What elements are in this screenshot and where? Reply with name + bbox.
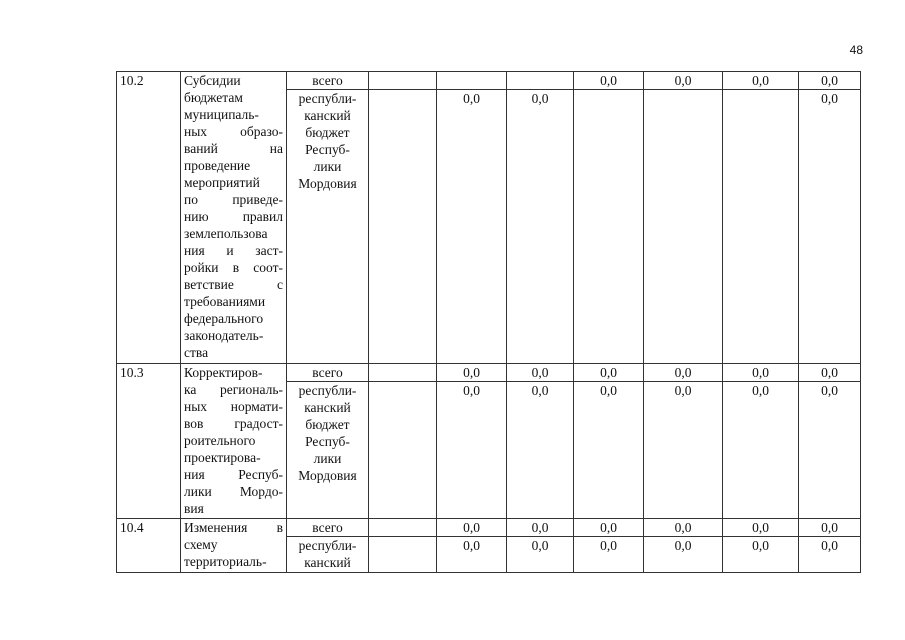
description-line <box>184 259 283 276</box>
item-code: 10.2 <box>117 72 181 364</box>
description-word: правил <box>242 209 283 224</box>
value-cell: 0,0 <box>723 72 799 90</box>
description-line: территориаль- <box>184 554 267 569</box>
funding-source-republican <box>287 537 369 573</box>
source-line: лики <box>313 159 342 174</box>
source-line: канский <box>304 555 351 570</box>
description-word: приведе- <box>232 192 283 207</box>
description-word: Респуб- <box>238 467 283 482</box>
value-cell: 0,0 <box>437 364 507 382</box>
description-line <box>184 381 283 398</box>
value-cell: 0,0 <box>574 382 644 519</box>
description-word: градост- <box>234 416 283 431</box>
value-cell: 0,0 <box>723 382 799 519</box>
description-line: вия <box>184 501 204 516</box>
description-word: ка <box>184 382 197 397</box>
source-line: канский <box>304 108 351 123</box>
item-code: 10.4 <box>117 519 181 573</box>
value-cell <box>369 382 437 519</box>
description-line: схему <box>184 537 218 552</box>
value-cell <box>507 72 574 90</box>
description-line: ства <box>184 345 209 360</box>
description-word: в <box>232 260 240 275</box>
source-line: республи- <box>298 538 357 553</box>
item-code: 10.3 <box>117 364 181 519</box>
value-cell: 0,0 <box>507 364 574 382</box>
description-word: на <box>269 141 283 156</box>
description-line: федерального <box>184 311 264 326</box>
description-line: бюджетам <box>184 90 243 105</box>
description-line: законодатель- <box>184 328 264 343</box>
source-line: Мордовия <box>298 176 357 191</box>
description-line <box>184 191 283 208</box>
description-word: землепользова <box>184 226 268 241</box>
description-line: мероприятий <box>184 175 260 190</box>
value-cell: 0,0 <box>574 72 644 90</box>
value-cell <box>574 90 644 364</box>
description-line <box>184 140 283 157</box>
funding-source-republican <box>287 90 369 364</box>
value-cell: 0,0 <box>574 364 644 382</box>
item-description <box>181 364 287 519</box>
source-line: бюджет <box>305 417 350 432</box>
description-line: проектирова- <box>184 450 261 465</box>
funding-source-total: всего <box>287 364 369 382</box>
table-row <box>117 519 861 537</box>
value-cell: 0,0 <box>644 382 723 519</box>
value-cell: 0,0 <box>507 382 574 519</box>
description-word: ных <box>184 124 208 139</box>
value-cell: 0,0 <box>437 519 507 537</box>
source-line: лики <box>313 451 342 466</box>
page-number: 48 <box>849 43 863 57</box>
budget-table <box>116 71 861 573</box>
description-word: соот- <box>253 260 283 275</box>
description-line: проведение <box>184 158 251 173</box>
source-line: республи- <box>298 383 357 398</box>
value-cell <box>369 364 437 382</box>
value-cell: 0,0 <box>644 72 723 90</box>
value-cell: 0,0 <box>799 72 861 90</box>
value-cell <box>369 519 437 537</box>
value-cell: 0,0 <box>507 537 574 573</box>
description-line: роительного <box>184 433 256 448</box>
description-line <box>184 208 283 225</box>
description-line <box>184 225 283 242</box>
value-cell: 0,0 <box>574 537 644 573</box>
value-cell: 0,0 <box>437 382 507 519</box>
description-line: требованиями <box>184 294 266 309</box>
description-word: Изменения <box>184 520 248 535</box>
description-word: ветствие <box>184 277 234 292</box>
table-row <box>117 72 861 90</box>
description-word: нию <box>184 209 209 224</box>
description-word: ных <box>184 399 208 414</box>
description-line: Субсидии <box>184 73 241 88</box>
value-cell: 0,0 <box>799 519 861 537</box>
value-cell <box>369 90 437 364</box>
table-row <box>117 364 861 382</box>
description-line: Корректиров- <box>184 365 263 380</box>
description-line <box>184 123 283 140</box>
value-cell <box>369 537 437 573</box>
item-description <box>181 72 287 364</box>
value-cell: 0,0 <box>799 90 861 364</box>
description-word: заст- <box>255 243 283 258</box>
source-line: Респуб- <box>305 142 350 157</box>
description-line <box>184 466 283 483</box>
value-cell <box>644 90 723 364</box>
value-cell: 0,0 <box>644 519 723 537</box>
description-line <box>184 415 283 432</box>
description-word: образо- <box>240 124 283 139</box>
description-line <box>184 519 283 536</box>
value-cell: 0,0 <box>644 364 723 382</box>
description-line <box>184 483 283 500</box>
value-cell: 0,0 <box>723 519 799 537</box>
value-cell <box>723 90 799 364</box>
description-word: по <box>184 192 198 207</box>
value-cell: 0,0 <box>507 519 574 537</box>
funding-source-total: всего <box>287 72 369 90</box>
value-cell: 0,0 <box>723 364 799 382</box>
value-cell: 0,0 <box>723 537 799 573</box>
description-word: лики <box>184 484 212 499</box>
value-cell <box>369 72 437 90</box>
description-word: ния <box>184 243 205 258</box>
value-cell: 0,0 <box>799 537 861 573</box>
source-line: республи- <box>298 91 357 106</box>
source-line: Респуб- <box>305 434 350 449</box>
description-word: ройки <box>184 260 219 275</box>
value-cell: 0,0 <box>574 519 644 537</box>
description-word: Мордо- <box>239 484 283 499</box>
description-word: вов <box>184 416 204 431</box>
funding-source-total: всего <box>287 519 369 537</box>
value-cell: 0,0 <box>437 90 507 364</box>
description-word: нормати- <box>230 399 283 414</box>
source-line: бюджет <box>305 125 350 140</box>
description-word: ваний <box>184 141 218 156</box>
description-line <box>184 242 283 259</box>
description-word: ния <box>184 467 205 482</box>
description-line <box>184 276 283 293</box>
description-word: с <box>277 277 283 292</box>
description-line: муниципаль- <box>184 107 259 122</box>
source-line: канский <box>304 400 351 415</box>
value-cell: 0,0 <box>507 90 574 364</box>
description-word: региональ- <box>220 382 283 397</box>
value-cell: 0,0 <box>644 537 723 573</box>
value-cell: 0,0 <box>799 364 861 382</box>
value-cell: 0,0 <box>799 382 861 519</box>
description-word: в <box>276 520 283 535</box>
item-description <box>181 519 287 573</box>
value-cell <box>437 72 507 90</box>
value-cell: 0,0 <box>437 537 507 573</box>
description-word: и <box>226 243 234 258</box>
description-line <box>184 398 283 415</box>
source-line: Мордовия <box>298 468 357 483</box>
funding-source-republican <box>287 382 369 519</box>
